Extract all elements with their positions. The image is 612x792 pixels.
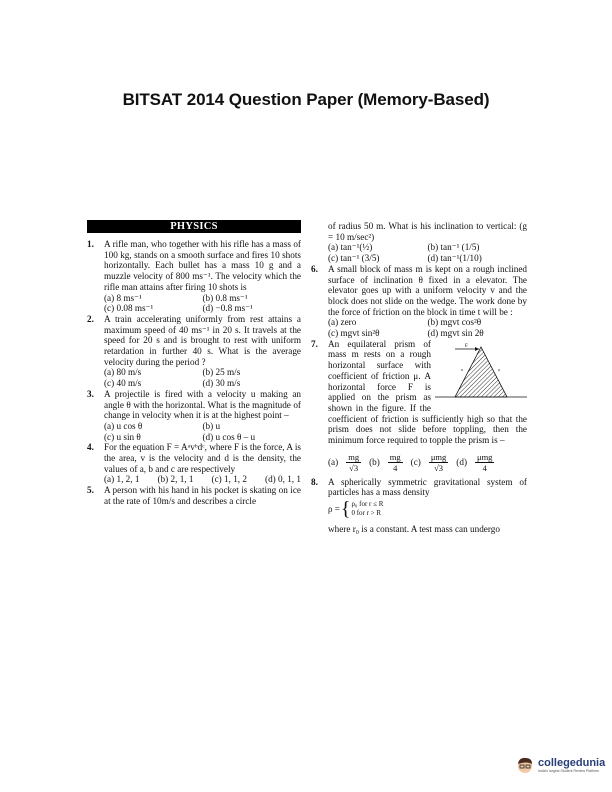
question-7-options [328, 452, 527, 473]
right-column [311, 221, 527, 535]
option: (b) 25 m/s [202, 367, 241, 378]
collegedunia-logo [515, 755, 605, 775]
option: (c) 1, 1, 2 [211, 474, 247, 485]
question-5-options [311, 242, 527, 263]
option: (d) u cos θ – u [202, 431, 256, 442]
option: (a) 80 m/s [104, 367, 142, 378]
option: (a) tan⁻¹(½) [328, 242, 373, 253]
question-text: A projectile is fired with a velocity u making an angle θ with the horizontal. What is the magnitude of change in velocity when it is at the highest point – [104, 388, 301, 421]
option: (c) u sin θ [104, 431, 141, 442]
question-8 [311, 477, 527, 535]
question-number: 2. [87, 313, 94, 324]
question-5-continued: of radius 50 m. What is his inclination to vertical: (g = 10 m/sec²) [328, 221, 527, 242]
question-number: 6. [311, 263, 318, 274]
question-text: A rifle man, who together with his rifle has a mass of 100 kg, stands on a smooth surface and fires 10 shots horizontally. Each bullet has a mass 10 g and a muzzle velocity of 800 ms⁻¹. The velocity which the rifle man attains after firing 10 shots is [104, 239, 301, 292]
fraction: $\frac{\text{μmg}}{√3}$ [430, 451, 447, 473]
option-label: (a) [328, 456, 339, 467]
page-title: BITSAT 2014 Question Paper (Memory-Based) [122, 90, 490, 109]
question-text: An equilateral prism of mass m rests on a rough horizontal surface with coefficient of friction μ. A horizontal force F is applied on the prism as shown in the figure. If the coefficient of friction is sufficiently high so that the prism does not slide before toppling, then the minimum force required to topple the prism is – [328, 338, 527, 446]
question-text: A train accelerating uniformly from rest attains a maximum speed of 40 ms⁻¹ in 20 s. It travels at the speed for 20 s and is brought to rest with uniform retardation in further 40 s. What is the average velocity during the period ? [104, 313, 301, 367]
option: (d) tan⁻¹(1/10) [427, 253, 482, 264]
question-5 [87, 485, 301, 506]
left-column [87, 220, 301, 507]
question-number: 7. [311, 338, 318, 349]
option: (c) tan⁻¹ (3/5) [328, 253, 380, 264]
question-number: 1. [87, 239, 94, 249]
option-label: (b) [369, 456, 380, 467]
section-header: PHYSICS [87, 220, 301, 233]
option: (d) 30 m/s [202, 378, 241, 389]
question-number: 5. [87, 485, 94, 496]
option: (a) u cos θ [104, 420, 143, 431]
question-text: A spherically symmetric gravitational system of particles has a mass density [328, 476, 527, 498]
option: (b) mgvt cos²θ [427, 317, 482, 328]
option: (b) u [202, 420, 221, 431]
side-label: a [461, 366, 463, 372]
question-number: 3. [87, 388, 94, 399]
options [87, 293, 301, 314]
question-text: For the equation F = Aᵃvᵇdᶜ, where F is the force, A is the area, v is the velocity and d is the density, the values of a, b and c are respectively [104, 442, 301, 474]
fraction: $\frac{mg}{4}$ [389, 451, 401, 473]
option: (a) 1, 2, 1 [104, 474, 140, 485]
option: (b) 2, 1, 1 [157, 474, 194, 485]
question-4 [87, 442, 301, 485]
options [87, 367, 301, 388]
options [311, 317, 527, 338]
option: (b) 0.8 ms⁻¹ [202, 292, 248, 303]
question-6 [311, 264, 527, 339]
question-1 [87, 239, 301, 314]
option: (a) 8 ms⁻¹ [104, 292, 142, 303]
fraction: $\frac{mg}{√3}$ [348, 451, 360, 473]
prism-triangle [455, 347, 507, 397]
option: (d) −0.8 ms⁻¹ [202, 303, 253, 314]
question-7 [311, 339, 527, 477]
option: (c) 0.08 ms⁻¹ [104, 303, 154, 314]
option: (b) tan⁻¹ (1/5) [427, 242, 480, 253]
option: (c) 40 m/s [104, 378, 142, 389]
options [87, 474, 301, 485]
option-label: (c) [410, 456, 421, 467]
force-label: F [465, 343, 468, 349]
option: (c) mgvt sin²θ [328, 328, 380, 339]
prism-figure [435, 341, 527, 403]
question-text-continued: where r₀ is a constant. A test mass can undergo [328, 524, 500, 535]
option: (a) zero [328, 317, 357, 328]
question-3 [87, 389, 301, 443]
question-text: A person with his hand in his pocket is skating on ice at the rate of 10m/s and describes a circle [104, 485, 301, 506]
option-label: (d) [456, 456, 468, 467]
mascot-icon [515, 755, 535, 775]
side-label: a [498, 366, 500, 372]
question-text: A small block of mass m is kept on a rough inclined surface of inclination θ fixed in a elevator. The elevator goes up with a uniform velocity v and the block does not slide on the wedge. The work done by the force of friction on the block in time t will be : [328, 263, 527, 317]
fraction: $\frac{\text{μmg}}{4}$ [477, 451, 493, 473]
logo-name: collegedunia [538, 756, 606, 769]
logo-tagline: India's largest Student Review Platform [538, 768, 599, 773]
question-number: 4. [87, 442, 94, 453]
option: (d) mgvt sin 2θ [427, 328, 484, 339]
density-formula: ρ = { ρ₀ for r ≤ R 0 for r > R [328, 498, 384, 521]
force-arrowhead [475, 347, 479, 351]
question-2 [87, 314, 301, 389]
option: (d) 0, 1, 1 [265, 474, 301, 485]
options [87, 421, 301, 442]
question-number: 8. [311, 476, 318, 487]
